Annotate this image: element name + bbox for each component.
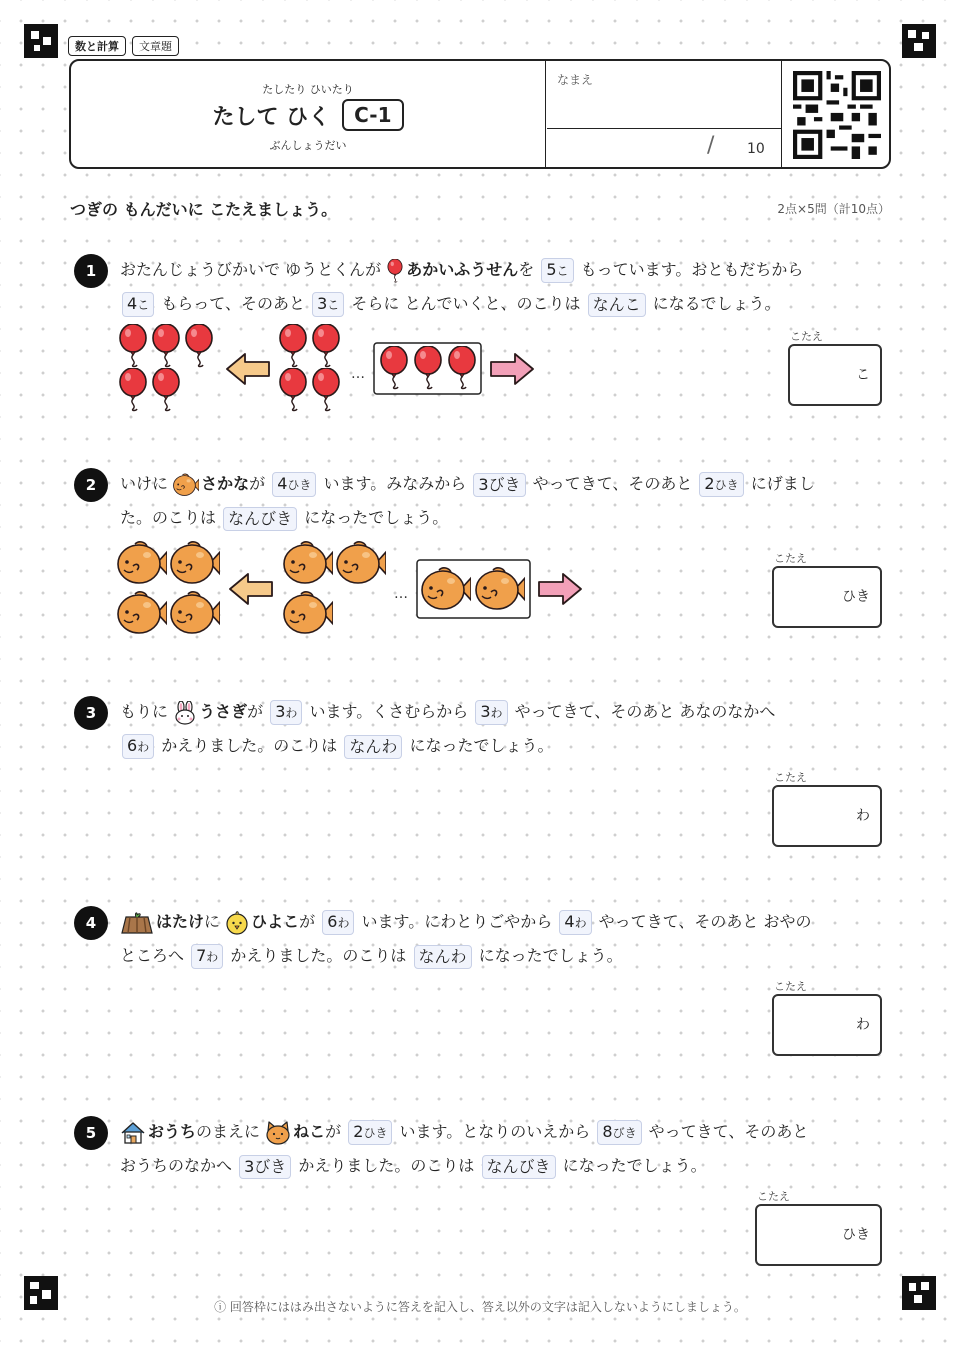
number-box: 5こ <box>541 258 573 283</box>
balloon-icon <box>386 259 404 283</box>
answer-unit: わ <box>856 1017 870 1033</box>
number-box: 6わ <box>122 734 154 759</box>
answer-unit: ひき <box>842 1227 870 1243</box>
score-max: 10 <box>747 141 765 157</box>
balloon-icon <box>120 324 146 367</box>
answer-label: こたえ <box>774 771 807 784</box>
page-title <box>71 99 545 131</box>
question-number: 5 <box>74 1116 108 1150</box>
worksheet-code: C-1 <box>342 99 403 131</box>
worksheet-header <box>69 59 891 169</box>
score-field[interactable] <box>547 129 782 167</box>
title-block <box>71 61 546 167</box>
tag-word-problem: 文章題 <box>132 36 179 56</box>
ellipsis: … <box>351 366 365 382</box>
number-box: 7わ <box>191 944 223 969</box>
keyword: ねこ <box>293 1122 326 1141</box>
number-box: 3こ <box>312 292 344 317</box>
question-box: なんこ <box>588 293 646 317</box>
question-2-illustration <box>115 538 590 638</box>
fish-icon <box>118 542 167 583</box>
question-3-line-2: 6わ かえりました。のこりは なんわ になったでしょう。 <box>120 733 554 759</box>
number-box: 3わ <box>475 700 507 725</box>
question-number: 2 <box>74 468 108 502</box>
number-box: 2ひき <box>699 472 743 497</box>
number-box: 3びき <box>239 1155 291 1179</box>
question-2-line-1: いけに さかなが 4ひき います。みなみから 3びき やってきて、そのあと 2ひき にげまし <box>120 471 815 497</box>
question-box: なんびき <box>482 1155 556 1179</box>
question-box: なんわ <box>414 945 472 969</box>
category-tags <box>68 36 179 56</box>
answer-unit: わ <box>856 808 870 824</box>
field-icon <box>120 911 154 935</box>
fish-icon <box>284 542 333 583</box>
footer-note: ⓘ 回答枠にははみ出さないように答えを記入し、答え以外の文字は記入しないようにしましょう。 <box>214 1300 746 1314</box>
ellipsis: … <box>394 586 408 602</box>
corner-marker-top-left <box>24 24 58 58</box>
question-2-line-2: た。のこりは なんびき になったでしょう。 <box>120 505 448 531</box>
answer-label: こたえ <box>790 330 823 343</box>
number-box: 8びき <box>597 1120 641 1145</box>
question-3-line-1: もりに うさぎが 3わ います。くさむらから 3わ やってきて、そのあと あなのなかへ <box>120 699 775 725</box>
fish-icon <box>171 542 220 583</box>
fish-icon <box>337 542 386 583</box>
fish-icon <box>118 592 167 633</box>
house-icon <box>120 1121 146 1145</box>
answer-label: こたえ <box>774 552 807 565</box>
number-box: 4わ <box>559 910 591 935</box>
points-info: 2点×5問（計10点） <box>777 202 890 216</box>
balloon-icon <box>313 368 339 411</box>
balloon-icon <box>120 368 146 411</box>
answer-unit: こ <box>856 367 870 383</box>
answer-unit: ひき <box>842 589 870 605</box>
answer-label: こたえ <box>774 980 807 993</box>
question-4-line-2: ところへ 7わ かえりました。のこりは なんわ になったでしょう。 <box>120 943 623 969</box>
keyword: はたけ <box>156 912 205 931</box>
rabbit-icon <box>173 701 197 725</box>
balloon-icon <box>153 324 179 367</box>
arrow-left-icon <box>227 354 269 384</box>
corner-marker-top-right <box>902 24 936 58</box>
instruction: つぎの もんだいに こたえましょう。 <box>70 200 338 219</box>
name-label: なまえ <box>557 73 594 87</box>
name-field[interactable] <box>547 61 782 129</box>
question-4-line-1: はたけに ひよこが 6わ います。にわとりごやから 4わ やってきて、そのあと おやの <box>120 909 811 935</box>
answer-box[interactable] <box>772 566 882 628</box>
title-subtitle: ぶんしょうだい <box>269 139 347 152</box>
chick-icon <box>225 911 249 935</box>
score-slash: / <box>707 133 715 158</box>
question-1-line-2: 4こ もらって、そのあと 3こ そらに とんでいくと、のこりは なんこ になるでしょう。 <box>120 291 781 317</box>
question-5-line-2: おうちのなかへ 3びき かえりました。のこりは なんびき になったでしょう。 <box>120 1153 707 1179</box>
question-5-line-1: おうちのまえに ねこが 2ひき います。となりのいえから 8びき やってきて、そのあと <box>120 1119 808 1145</box>
number-box: 3びき <box>473 473 525 497</box>
balloon-icon <box>186 324 212 367</box>
question-number: 4 <box>74 906 108 940</box>
fish-icon <box>284 592 333 633</box>
fish-icon <box>171 592 220 633</box>
answer-label: こたえ <box>757 1190 790 1203</box>
keyword: おうち <box>148 1122 197 1141</box>
balloon-icon <box>313 324 339 367</box>
keyword: さかな <box>201 474 250 493</box>
keyword: ひよこ <box>251 912 300 931</box>
answer-box[interactable] <box>755 1204 882 1266</box>
title-text: たして ひく <box>212 104 331 130</box>
balloon-icon <box>280 368 306 411</box>
number-box: 4こ <box>122 292 154 317</box>
tag-number-calc: 数と計算 <box>68 36 126 56</box>
question-box: なんびき <box>223 507 297 531</box>
number-box: 3わ <box>270 700 302 725</box>
keyword: あかいふうせん <box>406 260 519 279</box>
arrow-left-icon <box>230 574 272 604</box>
question-1-line-1: おたんじょうびかいで ゆうとくんが あかいふうせんを 5こ もっています。おともだちから <box>120 257 803 283</box>
balloon-icon <box>153 368 179 411</box>
answer-box[interactable] <box>772 994 882 1056</box>
answer-box[interactable] <box>772 785 882 847</box>
number-box: 2ひき <box>348 1120 392 1145</box>
answer-box[interactable] <box>788 344 882 406</box>
fish-icon <box>173 473 199 497</box>
number-box: 6わ <box>322 910 354 935</box>
number-box: 4ひき <box>272 472 316 497</box>
arrow-right-icon <box>539 574 581 604</box>
question-number: 1 <box>74 254 108 288</box>
qr-code-icon <box>793 71 881 159</box>
keyword: うさぎ <box>199 702 248 721</box>
title-ruby: たしたり ひいたり <box>262 83 354 96</box>
cat-icon <box>265 1121 291 1145</box>
arrow-right-icon <box>491 354 533 384</box>
question-number: 3 <box>74 696 108 730</box>
question-1-illustration <box>115 322 545 414</box>
question-box: なんわ <box>344 735 402 759</box>
balloon-icon <box>280 324 306 367</box>
